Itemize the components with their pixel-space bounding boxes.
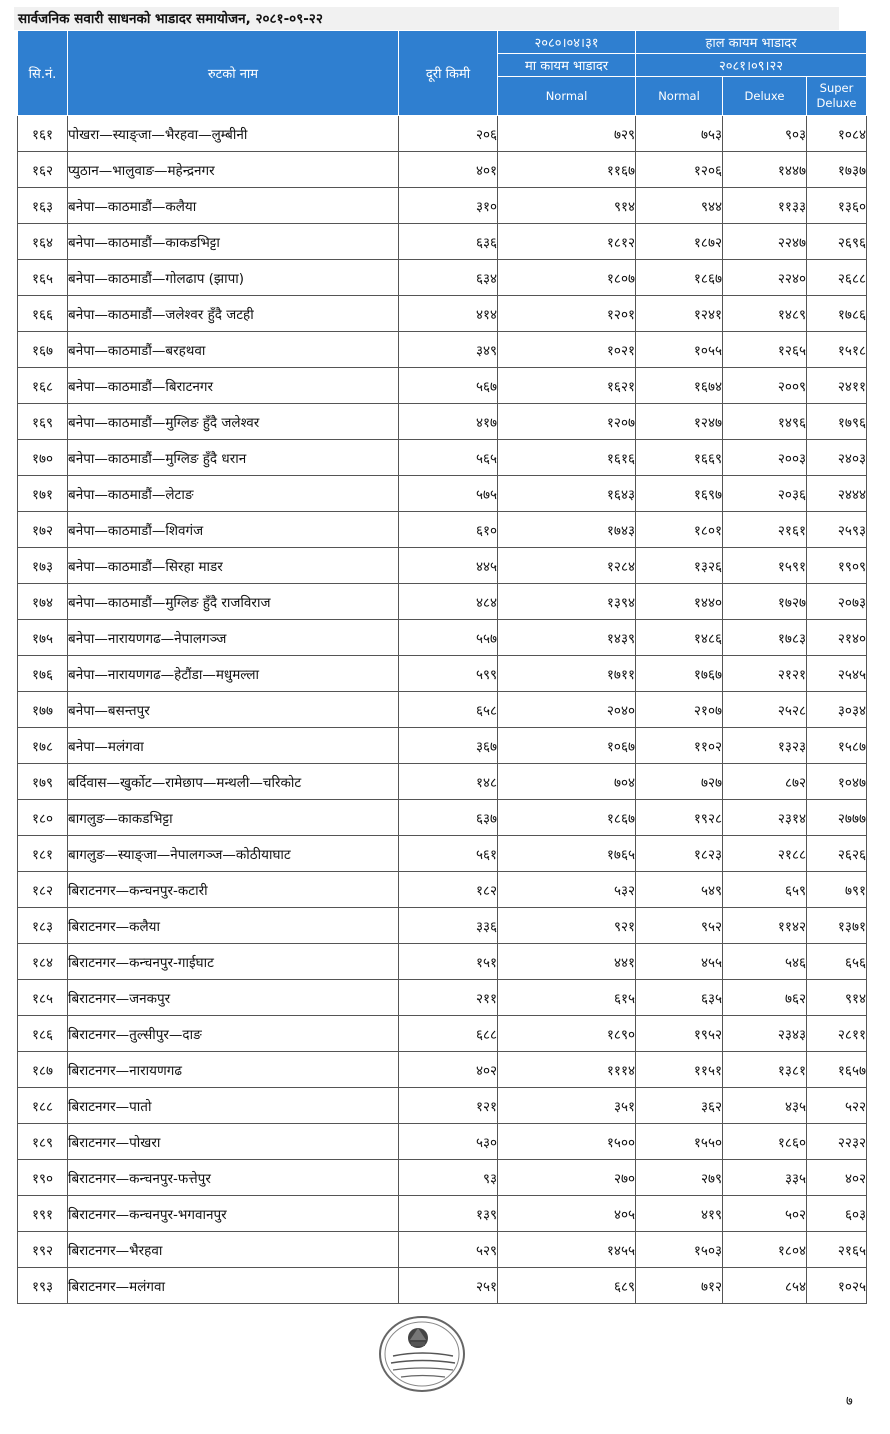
cell-normal: १५५० [636,1124,723,1160]
cell-distance: ५२९ [399,1232,498,1268]
cell-normal: ११५१ [636,1052,723,1088]
cell-normal: १८७२ [636,224,723,260]
cell-distance: ३४९ [399,332,498,368]
cell-old-normal: ४०५ [498,1196,636,1232]
table-row [18,620,867,656]
cell-normal: ६३५ [636,980,723,1016]
cell-super-deluxe: १९०९ [807,548,867,584]
table-row [18,1196,867,1232]
header-distance: दूरी किमी [399,31,498,116]
cell-super-deluxe: ६०३ [807,1196,867,1232]
cell-old-normal: १८१२ [498,224,636,260]
cell-super-deluxe: ७९१ [807,872,867,908]
cell-old-normal: १११४ [498,1052,636,1088]
cell-distance: ६३७ [399,800,498,836]
header-super-deluxe [807,77,867,116]
cell-distance: ९३ [399,1160,498,1196]
cell-super-deluxe: २४४४ [807,476,867,512]
cell-normal: १९५२ [636,1016,723,1052]
table-row [18,1088,867,1124]
cell-route: बिराटनगर—पातो [68,1088,399,1124]
cell-super-deluxe: २२३२ [807,1124,867,1160]
cell-deluxe: ११४२ [723,908,807,944]
table-row [18,1160,867,1196]
cell-distance: १८२ [399,872,498,908]
cell-route: बिराटनगर—कलैया [68,908,399,944]
cell-route: बनेपा—काठमाडौं—लेटाङ [68,476,399,512]
cell-sn: १६४ [18,224,68,260]
cell-distance: १३९ [399,1196,498,1232]
cell-old-normal: १६१६ [498,440,636,476]
table-row [18,1232,867,1268]
cell-normal: २१०७ [636,692,723,728]
cell-super-deluxe: २६२६ [807,836,867,872]
cell-normal: २७९ [636,1160,723,1196]
table-row [18,224,867,260]
cell-route: बनेपा—मलंगवा [68,728,399,764]
cell-route: बनेपा—काठमाडौं—कलैया [68,188,399,224]
cell-old-normal: ५३२ [498,872,636,908]
cell-old-normal: ७२९ [498,116,636,152]
cell-super-deluxe: २५४५ [807,656,867,692]
cell-normal: १८२३ [636,836,723,872]
cell-route: बिराटनगर—जनकपुर [68,980,399,1016]
cell-deluxe: ८७२ [723,764,807,800]
header-super-deluxe-line2: Deluxe [816,96,857,110]
cell-old-normal: १७६५ [498,836,636,872]
cell-distance: २०६ [399,116,498,152]
table-row [18,908,867,944]
cell-super-deluxe: २६८८ [807,260,867,296]
cell-distance: ३३६ [399,908,498,944]
cell-sn: १८८ [18,1088,68,1124]
cell-normal: ५४९ [636,872,723,908]
cell-super-deluxe: ४०२ [807,1160,867,1196]
cell-old-normal: १०२१ [498,332,636,368]
cell-super-deluxe: १५८७ [807,728,867,764]
header-normal: Normal [636,77,723,116]
table-row [18,404,867,440]
cell-distance: ५६१ [399,836,498,872]
cell-route: बिराटनगर—कन्चनपुर-भगवानपुर [68,1196,399,1232]
cell-old-normal: १७४३ [498,512,636,548]
cell-old-normal: १६४३ [498,476,636,512]
cell-deluxe: १२६५ [723,332,807,368]
cell-deluxe: २३१४ [723,800,807,836]
cell-deluxe: २१८८ [723,836,807,872]
cell-super-deluxe: ६५६ [807,944,867,980]
cell-normal: ७२७ [636,764,723,800]
cell-deluxe: २२४७ [723,224,807,260]
cell-normal: १८६७ [636,260,723,296]
cell-sn: १९३ [18,1268,68,1304]
cell-distance: ४१७ [399,404,498,440]
cell-distance: ४०२ [399,1052,498,1088]
cell-old-normal: ९२१ [498,908,636,944]
cell-super-deluxe: २४०३ [807,440,867,476]
cell-sn: १७१ [18,476,68,512]
cell-sn: १६२ [18,152,68,188]
cell-deluxe: ७६२ [723,980,807,1016]
cell-deluxe: ११३३ [723,188,807,224]
cell-super-deluxe: २१६५ [807,1232,867,1268]
cell-normal: १२०६ [636,152,723,188]
cell-old-normal: ६१५ [498,980,636,1016]
cell-route: बागलुङ—स्याङ्जा—नेपालगञ्ज—कोठीयाघाट [68,836,399,872]
cell-sn: १६१ [18,116,68,152]
cell-old-normal: १६२१ [498,368,636,404]
table-row [18,872,867,908]
table-row [18,728,867,764]
cell-sn: १६८ [18,368,68,404]
table-row [18,584,867,620]
cell-route: बिराटनगर—तुल्सीपुर—दाङ [68,1016,399,1052]
cell-normal: १९२८ [636,800,723,836]
cell-super-deluxe: १०८४ [807,116,867,152]
table-row [18,1016,867,1052]
cell-sn: १८० [18,800,68,836]
header-deluxe: Deluxe [723,77,807,116]
table-row [18,548,867,584]
cell-deluxe: २१६१ [723,512,807,548]
cell-old-normal: १८६७ [498,800,636,836]
cell-route: बागलुङ—काकडभिट्टा [68,800,399,836]
cell-super-deluxe: ९१४ [807,980,867,1016]
cell-route: बनेपा—काठमाडौं—शिवगंज [68,512,399,548]
cell-deluxe: ९०३ [723,116,807,152]
cell-distance: ४१४ [399,296,498,332]
cell-sn: १९२ [18,1232,68,1268]
cell-route: बिराटनगर—पोखरा [68,1124,399,1160]
cell-super-deluxe: २६९६ [807,224,867,260]
cell-super-deluxe: १५१८ [807,332,867,368]
cell-distance: ५७५ [399,476,498,512]
cell-route: बनेपा—काठमाडौं—मुग्लिङ हुँदै धरान [68,440,399,476]
cell-distance: २५१ [399,1268,498,1304]
cell-deluxe: ६५९ [723,872,807,908]
cell-old-normal: १३९४ [498,584,636,620]
table-row [18,476,867,512]
cell-super-deluxe: ३०३४ [807,692,867,728]
cell-old-normal: १२०७ [498,404,636,440]
cell-distance: ५३० [399,1124,498,1160]
cell-route: बिराटनगर—भैरहवा [68,1232,399,1268]
table-row [18,1052,867,1088]
cell-old-normal: ३५१ [498,1088,636,1124]
cell-route: बिराटनगर—कन्चनपुर-गाईघाट [68,944,399,980]
cell-super-deluxe: १७८६ [807,296,867,332]
cell-sn: १७९ [18,764,68,800]
cell-super-deluxe: १०२५ [807,1268,867,1304]
page-number: ७ [846,1394,853,1409]
header-new-date: २०८१।०९।२२ [636,54,867,77]
cell-route: बनेपा—काठमाडौं—बिराटनगर [68,368,399,404]
cell-old-normal: २०४० [498,692,636,728]
cell-normal: १७६७ [636,656,723,692]
cell-route: बिराटनगर—नारायणगढ [68,1052,399,1088]
cell-normal: ४१९ [636,1196,723,1232]
cell-old-normal: १२०१ [498,296,636,332]
cell-deluxe: १४८९ [723,296,807,332]
cell-distance: ५६५ [399,440,498,476]
cell-route: प्युठान—भालुवाङ—महेन्द्रनगर [68,152,399,188]
cell-deluxe: १३८१ [723,1052,807,1088]
cell-old-normal: १४३९ [498,620,636,656]
table-row [18,260,867,296]
cell-route: बनेपा—काठमाडौं—मुग्लिङ हुँदै जलेश्वर [68,404,399,440]
cell-old-normal: १२८४ [498,548,636,584]
cell-deluxe: ४३५ [723,1088,807,1124]
cell-route: पोखरा—स्याङ्जा—भैरहवा—लुम्बीनी [68,116,399,152]
cell-route: बनेपा—काठमाडौं—गोलढाप (झापा) [68,260,399,296]
cell-deluxe: १४९६ [723,404,807,440]
cell-deluxe: ५४६ [723,944,807,980]
cell-sn: १८७ [18,1052,68,1088]
cell-super-deluxe: २०७३ [807,584,867,620]
cell-deluxe: ८५४ [723,1268,807,1304]
cell-old-normal: १८९० [498,1016,636,1052]
cell-deluxe: १५९१ [723,548,807,584]
cell-sn: १७८ [18,728,68,764]
cell-old-normal: १८०७ [498,260,636,296]
cell-route: बिराटनगर—कन्चनपुर-कटारी [68,872,399,908]
cell-sn: १७० [18,440,68,476]
cell-distance: ५९९ [399,656,498,692]
cell-deluxe: १७८३ [723,620,807,656]
cell-normal: १६७४ [636,368,723,404]
table-row [18,656,867,692]
cell-old-normal: २७० [498,1160,636,1196]
fare-table [17,30,867,1304]
cell-deluxe: २२४० [723,260,807,296]
table-row [18,512,867,548]
cell-normal: १६९७ [636,476,723,512]
table-row [18,836,867,872]
cell-deluxe: १८६० [723,1124,807,1160]
cell-route: बनेपा—नारायणगढ—नेपालगञ्ज [68,620,399,656]
header-old-label: मा कायम भाडादर [498,54,636,77]
table-row [18,692,867,728]
table-row [18,1268,867,1304]
cell-deluxe: १३२३ [723,728,807,764]
cell-distance: ६८८ [399,1016,498,1052]
cell-old-normal: ६८९ [498,1268,636,1304]
cell-distance: १२१ [399,1088,498,1124]
cell-route: बनेपा—काठमाडौं—सिरहा माडर [68,548,399,584]
cell-normal: ३६२ [636,1088,723,1124]
cell-normal: १८०१ [636,512,723,548]
table-row [18,152,867,188]
cell-sn: १९१ [18,1196,68,1232]
cell-deluxe: १४४७ [723,152,807,188]
table-row [18,764,867,800]
cell-super-deluxe: १३७१ [807,908,867,944]
cell-distance: ५५७ [399,620,498,656]
cell-distance: ४४५ [399,548,498,584]
cell-old-normal: ४४१ [498,944,636,980]
cell-normal: १४४० [636,584,723,620]
header-super-deluxe-line1: Super [819,81,854,95]
cell-super-deluxe: २७७७ [807,800,867,836]
cell-deluxe: ५०२ [723,1196,807,1232]
cell-super-deluxe: २५९३ [807,512,867,548]
cell-super-deluxe: २८११ [807,1016,867,1052]
cell-sn: १८५ [18,980,68,1016]
cell-normal: १३२६ [636,548,723,584]
cell-route: बर्दिवास—खुर्कोट—रामेछाप—मन्थली—चरिकोट [68,764,399,800]
header-normal-old: Normal [498,77,636,116]
cell-old-normal: १५०० [498,1124,636,1160]
cell-deluxe: २००९ [723,368,807,404]
cell-sn: १८३ [18,908,68,944]
cell-sn: १६५ [18,260,68,296]
cell-route: बनेपा—काठमाडौं—काकडभिट्टा [68,224,399,260]
cell-sn: १७५ [18,620,68,656]
table-header [18,31,867,116]
cell-super-deluxe: ५२२ [807,1088,867,1124]
table-row [18,980,867,1016]
cell-sn: १७७ [18,692,68,728]
cell-normal: १४८६ [636,620,723,656]
cell-sn: १८६ [18,1016,68,1052]
cell-normal: ९४४ [636,188,723,224]
cell-old-normal: १०६७ [498,728,636,764]
cell-normal: १५०३ [636,1232,723,1268]
cell-super-deluxe: १६५७ [807,1052,867,1088]
cell-route: बनेपा—बसन्तपुर [68,692,399,728]
table-row [18,944,867,980]
cell-distance: ३१० [399,188,498,224]
cell-distance: ६५८ [399,692,498,728]
cell-normal: १२४१ [636,296,723,332]
cell-normal: १२४७ [636,404,723,440]
header-sn: सि.नं. [18,31,68,116]
table-row [18,1124,867,1160]
cell-sn: १८४ [18,944,68,980]
cell-deluxe: २०३६ [723,476,807,512]
cell-super-deluxe: १०४७ [807,764,867,800]
cell-sn: १७६ [18,656,68,692]
cell-route: बनेपा—नारायणगढ—हेटौंडा—मधुमल्ला [68,656,399,692]
cell-distance: ६३४ [399,260,498,296]
page-title: सार्वजनिक सवारी साधनको भाडादर समायोजन, २०८१-०९-२२ [18,11,323,27]
cell-route: बिराटनगर—कन्चनपुर-फत्तेपुर [68,1160,399,1196]
cell-super-deluxe: १७३७ [807,152,867,188]
cell-normal: ४५५ [636,944,723,980]
table-row [18,188,867,224]
cell-deluxe: १८०४ [723,1232,807,1268]
cell-deluxe: २३४३ [723,1016,807,1052]
cell-deluxe: २५२८ [723,692,807,728]
cell-route: बनेपा—काठमाडौं—जलेश्वर हुँदै जटही [68,296,399,332]
table-row [18,368,867,404]
cell-sn: १८९ [18,1124,68,1160]
cell-sn: १८२ [18,872,68,908]
cell-sn: १६३ [18,188,68,224]
cell-sn: १६६ [18,296,68,332]
cell-super-deluxe: १३६० [807,188,867,224]
cell-deluxe: २१२१ [723,656,807,692]
header-old-date: २०८०।०४।३१ [498,31,636,54]
cell-old-normal: ११६७ [498,152,636,188]
cell-normal: ७१२ [636,1268,723,1304]
cell-distance: ४०१ [399,152,498,188]
table-row [18,296,867,332]
table-row [18,800,867,836]
cell-distance: १४८ [399,764,498,800]
cell-distance: ६१० [399,512,498,548]
table-row [18,440,867,476]
cell-distance: ४८४ [399,584,498,620]
cell-distance: २११ [399,980,498,1016]
cell-sn: १६९ [18,404,68,440]
cell-sn: १९० [18,1160,68,1196]
table-body [18,116,867,1304]
cell-super-deluxe: १७९६ [807,404,867,440]
cell-deluxe: १७२७ [723,584,807,620]
cell-old-normal: ७०४ [498,764,636,800]
cell-deluxe: ३३५ [723,1160,807,1196]
table-row [18,116,867,152]
table-row [18,332,867,368]
cell-normal: १६६९ [636,440,723,476]
cell-old-normal: १४५५ [498,1232,636,1268]
cell-route: बिराटनगर—मलंगवा [68,1268,399,1304]
cell-distance: ६३६ [399,224,498,260]
cell-sn: १७४ [18,584,68,620]
cell-sn: १७३ [18,548,68,584]
cell-old-normal: ९१४ [498,188,636,224]
header-route: रुटको नाम [68,31,399,116]
cell-normal: ११०२ [636,728,723,764]
cell-normal: १०५५ [636,332,723,368]
cell-route: बनेपा—काठमाडौं—बरहथवा [68,332,399,368]
cell-super-deluxe: २१४० [807,620,867,656]
cell-distance: १५१ [399,944,498,980]
cell-route: बनेपा—काठमाडौं—मुग्लिङ हुँदै राजविराज [68,584,399,620]
cell-normal: ९५२ [636,908,723,944]
header-new-label: हाल कायम भाडादर [636,31,867,54]
cell-sn: १८१ [18,836,68,872]
cell-old-normal: १७११ [498,656,636,692]
cell-normal: ७५३ [636,116,723,152]
cell-super-deluxe: २४११ [807,368,867,404]
cell-distance: ५६७ [399,368,498,404]
office-stamp [375,1312,470,1396]
cell-sn: १७२ [18,512,68,548]
cell-distance: ३६७ [399,728,498,764]
cell-sn: १६७ [18,332,68,368]
cell-deluxe: २००३ [723,440,807,476]
